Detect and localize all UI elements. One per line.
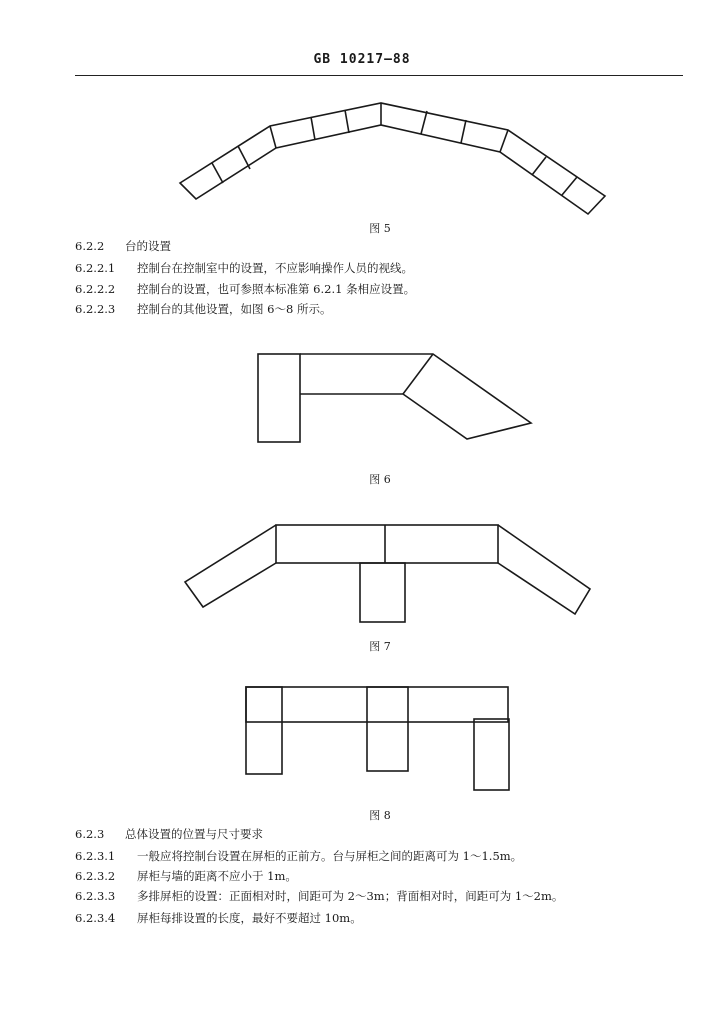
figure-8-caption: 图 8: [369, 809, 391, 822]
clause-text: 控制台的其他设置，如图 6～8 所示。: [137, 302, 332, 316]
clause-text: 控制台在控制室中的设置，不应影响操作人员的视线。: [137, 261, 413, 275]
section-title: 总体设置的位置与尺寸要求: [125, 827, 263, 841]
clause-6-2-3-2: [75, 868, 297, 884]
clause-6-2-3-1: [75, 848, 522, 864]
section-number: 6.2.3: [75, 827, 105, 841]
clause-number: 6.2.2.1: [75, 261, 116, 275]
clause-text: 一般应将控制台设置在屏柜的正前方。台与屏柜之间的距离可为 1～1.5m。: [137, 849, 523, 863]
clause-number: 6.2.3.4: [75, 911, 116, 925]
figure-6-caption: 图 6: [369, 473, 391, 486]
standard-number-header: GB 10217—88: [313, 52, 411, 67]
section-6-2-3-heading: [75, 826, 263, 842]
figure-5-caption: 图 5: [369, 222, 391, 235]
clause-text: 屏柜与墙的距离不应小于 1m。: [137, 869, 297, 883]
clause-number: 6.2.3.2: [75, 869, 116, 883]
figure-7-caption: 图 7: [369, 640, 391, 653]
section-number: 6.2.2: [75, 239, 105, 253]
clause-6-2-3-4: [75, 910, 362, 926]
section-title: 台的设置: [125, 239, 171, 253]
clause-number: 6.2.3.3: [75, 889, 116, 903]
figure-8-desk: [246, 687, 509, 790]
clause-text: 控制台的设置，也可参照本标准第 6.2.1 条相应设置。: [137, 282, 416, 296]
clause-number: 6.2.2.3: [75, 302, 116, 316]
clause-6-2-3-3: [75, 888, 563, 904]
clause-number: 6.2.2.2: [75, 282, 116, 296]
clause-text: 屏柜每排设置的长度，最好不要超过 10m。: [137, 911, 362, 925]
clause-number: 6.2.3.1: [75, 849, 116, 863]
clause-text: 多排屏柜的设置：正面相对时，间距可为 2～3m；背面相对时，间距可为 1～2m。: [137, 889, 564, 903]
